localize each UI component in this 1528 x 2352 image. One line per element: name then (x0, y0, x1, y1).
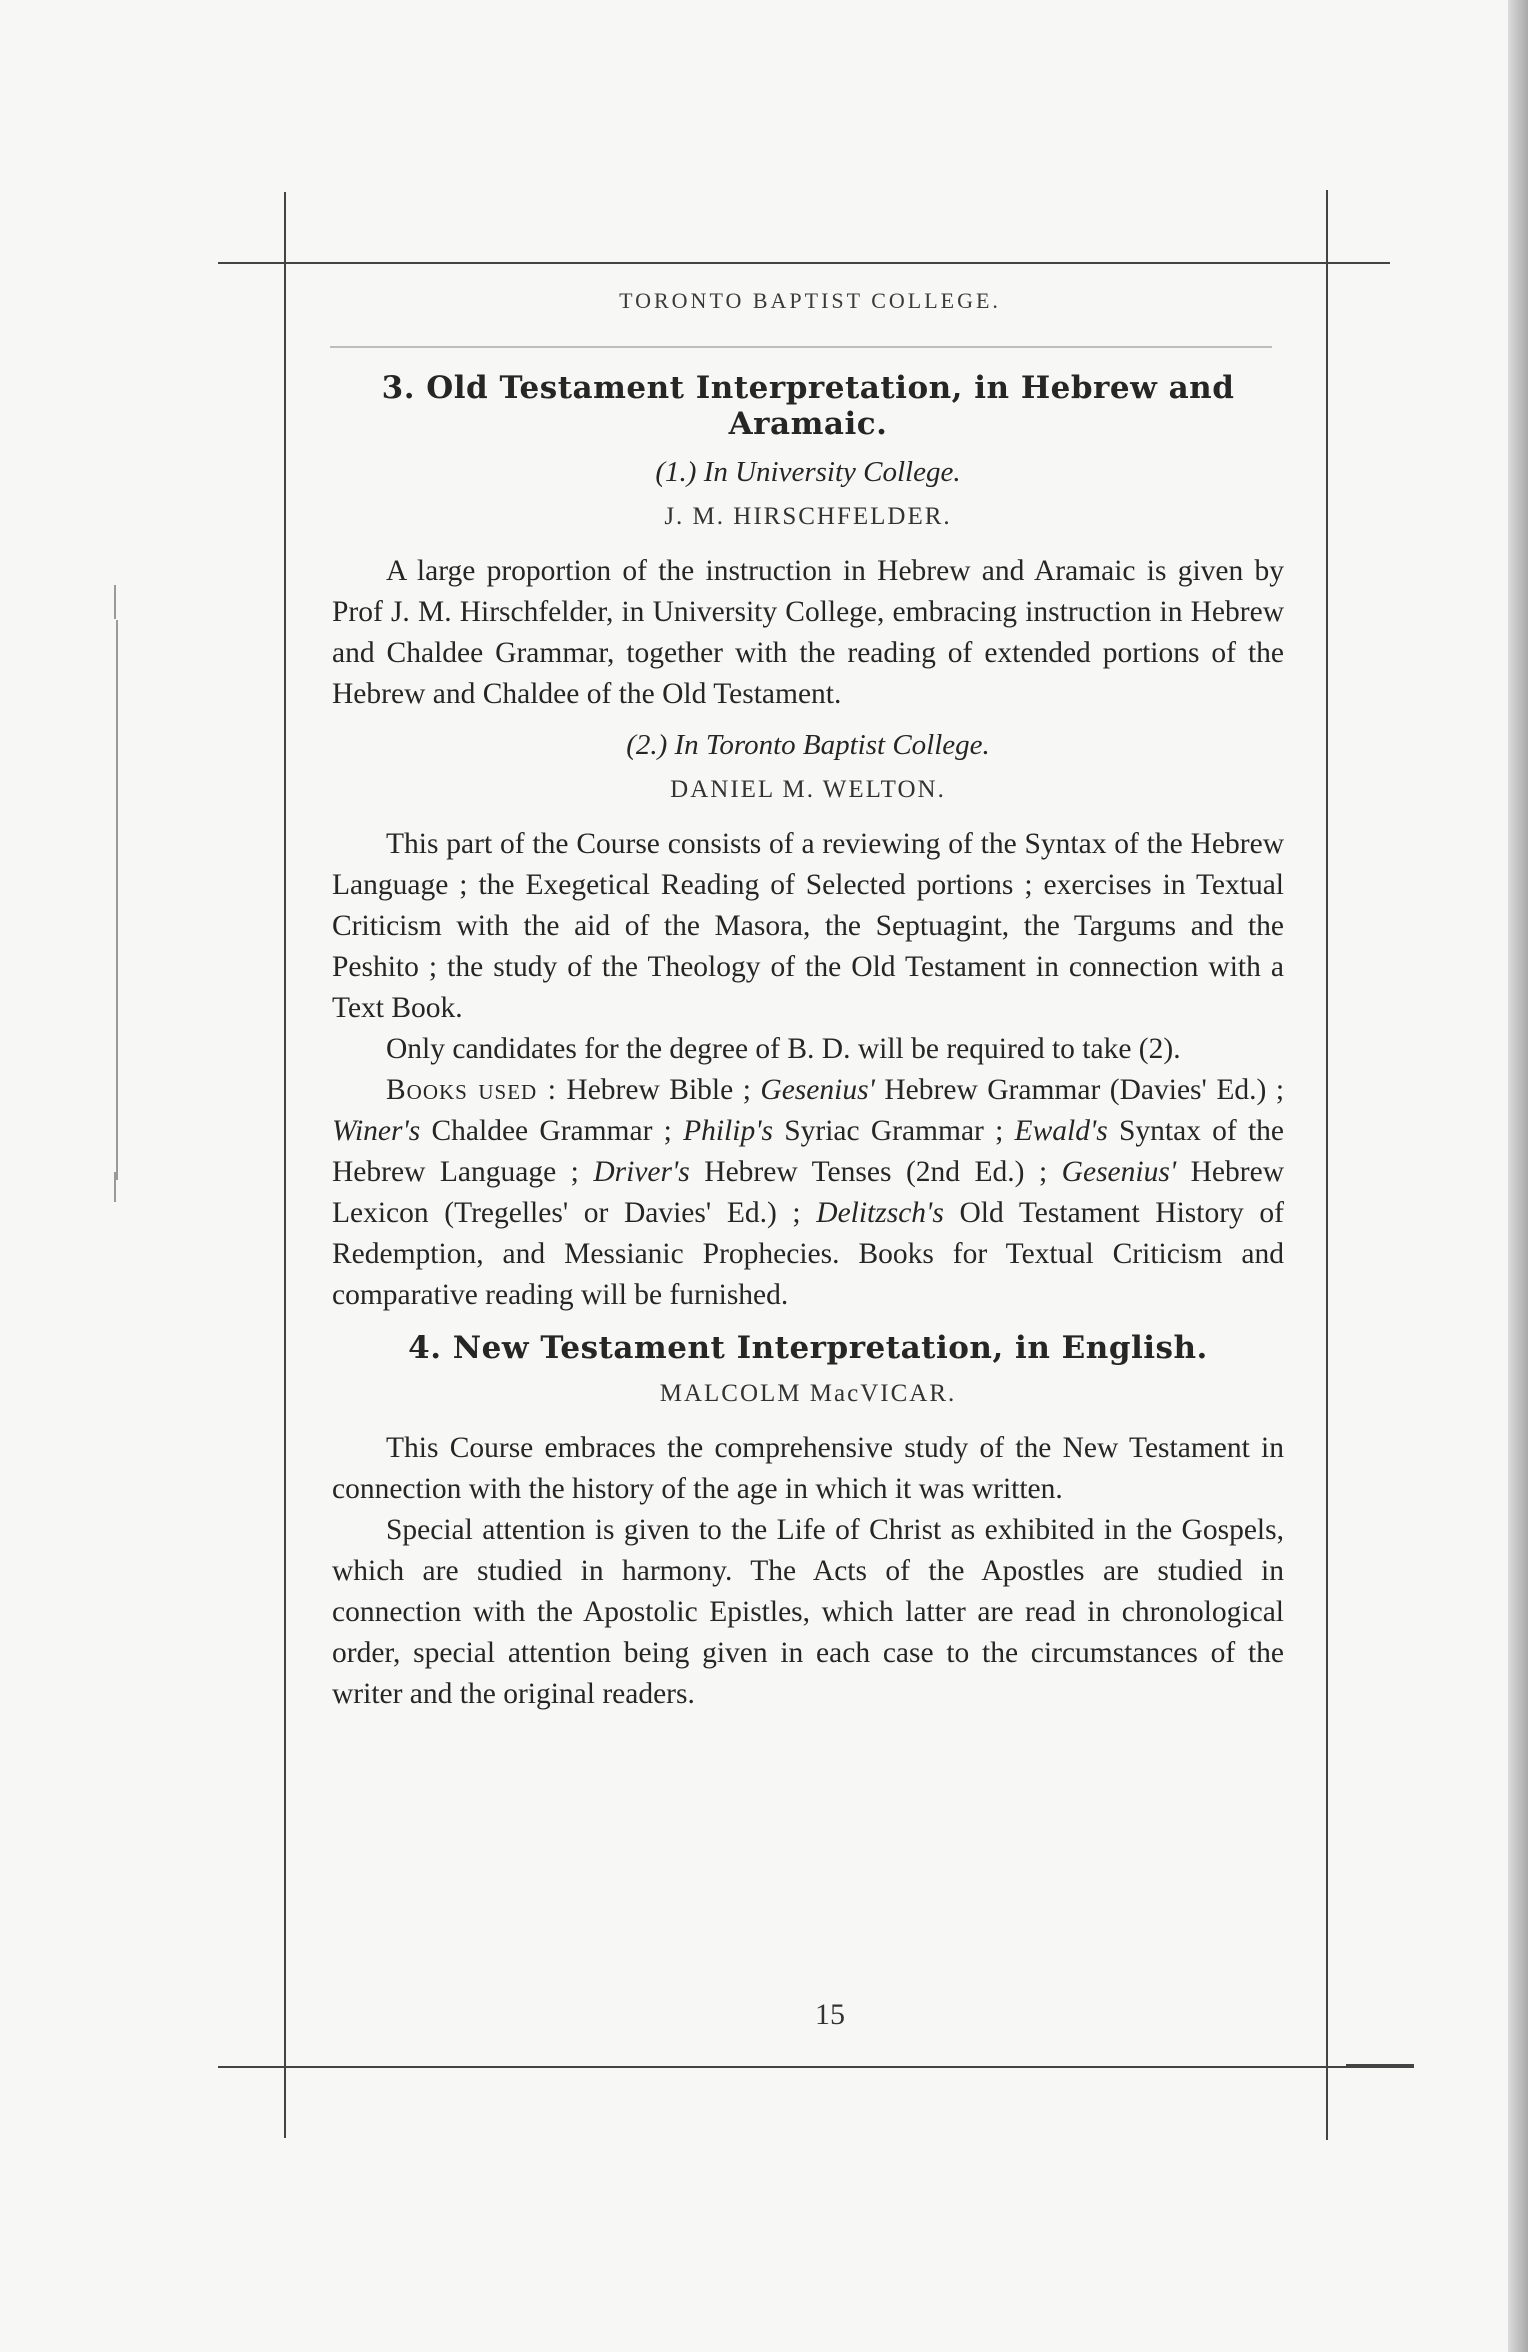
section-3-title: 3. Old Testament Interpretation, in Hebrew and Aramaic. (381, 370, 1235, 442)
section-4-paragraph-2: Special attention is given to the Life of Christ as exhibited in the Gospels, which are studied in harmony. The Acts of the Apostles are studied in connection with the Apostolic Epistles, which latter are read in chronological order, special attention being given in each case to the circumstances of the writer and the original readers. (332, 1514, 1284, 1710)
book-author: Delitzsch's (816, 1197, 944, 1229)
books-used-paragraph (332, 1070, 1284, 1316)
books-text: Syntax of the Hebrew Language ; (332, 1115, 1285, 1188)
bottom-right-rule-extension (1346, 2064, 1414, 2067)
instructor-hirschfelder: J. M. HIRSCHFELDER. (664, 503, 952, 530)
instructor-macvicar: MALCOLM MacVICAR. (659, 1380, 957, 1407)
books-text: Hebrew Lexicon (Tregelles' or Davies' Ed.) ; (332, 1156, 1284, 1229)
books-text: Hebrew Bible ; (556, 1074, 761, 1106)
running-header: TORONTO BAPTIST COLLEGE. (619, 288, 1001, 313)
part-2-paragraph-2: Only candidates for the degree of B. D. will be required to take (2). (386, 1033, 1181, 1065)
section-4-title: 4. New Testament Interpretation, in English. (408, 1330, 1208, 1366)
part-1-paragraph: A large proportion of the instruction in Hebrew and Aramaic is given by Prof J. M. Hirschfelder, in University College, embracing instruction in Hebrew and Chaldee Grammar, together with the reading of extended portions of the Hebrew and Chaldee of the Old Testament. (332, 555, 1284, 710)
section-3-part-2-subtitle: (2.) In Toronto Baptist College. (626, 729, 990, 761)
books-used-label: Books used : (386, 1074, 557, 1106)
books-text: Syriac Grammar ; (773, 1115, 1015, 1147)
book-author: Ewald's (1014, 1115, 1108, 1147)
books-text: Hebrew Tenses (2nd Ed.) ; (689, 1156, 1062, 1188)
book-author: Gesenius' (1061, 1156, 1177, 1188)
binding-mark-bottom (114, 1172, 116, 1202)
part-2-paragraph-1: This part of the Course consists of a reviewing of the Syntax of the Hebrew Language ; the Exegetical Reading of Selected portions ; exercises in Textual Criticism with the aid of the Masora, the Septuagint, the Targums and the Peshito ; the study of the Theology of the Old Testament in connection with a Text Book. (332, 828, 1284, 1024)
binding-mark-top (114, 585, 116, 619)
section-3-part-1-subtitle: (1.) In University College. (655, 456, 961, 488)
right-vertical-rule (1326, 190, 1328, 2140)
left-vertical-rule (284, 192, 286, 2138)
book-author: Driver's (593, 1156, 690, 1188)
page-content (332, 370, 1284, 1715)
top-horizontal-rule (218, 262, 1390, 264)
book-author: Gesenius' (760, 1074, 875, 1106)
books-text: Old Testament History of Redemption, and Messianic Prophecies. Books for Textual Criticism and comparative reading will be furnished. (332, 1197, 1284, 1311)
page-edge-shadow (1508, 0, 1528, 2352)
book-author: Winer's (332, 1115, 421, 1147)
header-underline-rule (330, 346, 1272, 348)
books-text: Chaldee Grammar ; (420, 1115, 684, 1147)
bottom-horizontal-rule (218, 2066, 1414, 2068)
instructor-welton: DANIEL M. WELTON. (670, 776, 946, 803)
book-author: Philip's (683, 1115, 773, 1147)
binding-mark-vertical (116, 620, 118, 1180)
section-4-paragraph-1: This Course embraces the comprehensive study of the New Testament in connection with the history of the age in which it was written. (332, 1432, 1284, 1505)
books-text: Hebrew Grammar (Davies' Ed.) ; (874, 1074, 1285, 1106)
page-number: 15 (815, 1998, 845, 2031)
